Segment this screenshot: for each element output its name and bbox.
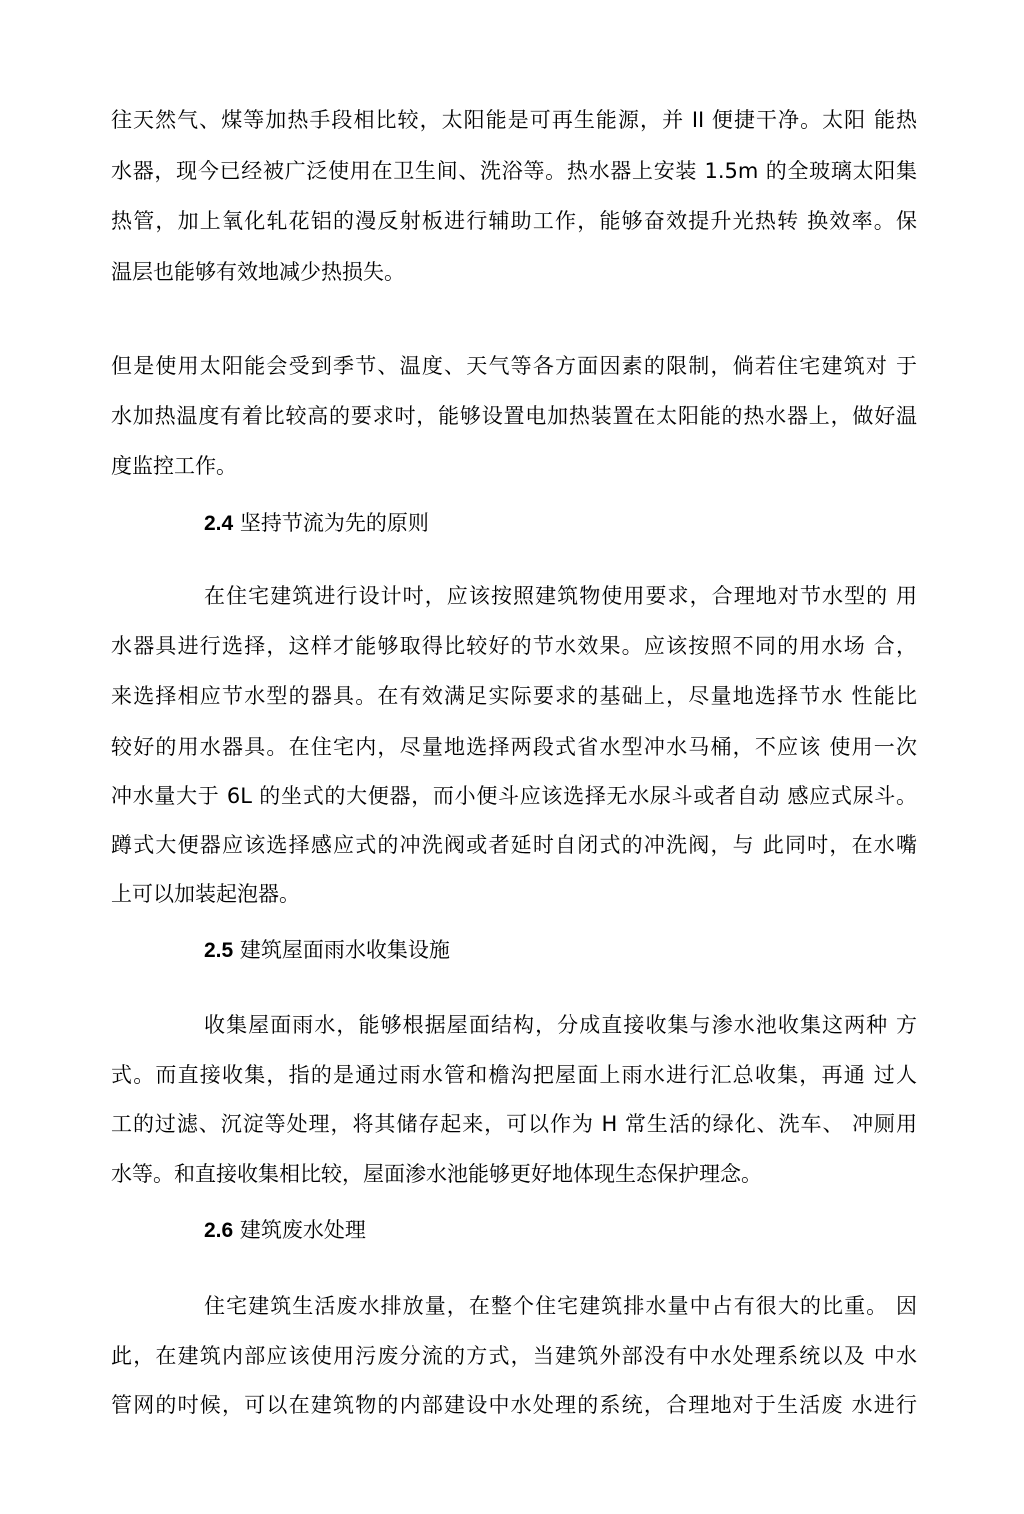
section-title: 建筑屋面雨水收集设施	[239, 938, 450, 962]
paragraph-line: 水器具进行选择，这样才能够取得比较好的节水效果。应该按照不同的用水场 合，	[111, 634, 917, 658]
paragraph-line: 式。而直接收集，指的是通过雨水管和檐沟把屋面上雨水进行汇总收集，再通 过人	[111, 1063, 917, 1087]
section-title: 建筑废水处理	[239, 1218, 366, 1242]
paragraph-line: 蹲式大便器应该选择感应式的冲洗阀或者延时自闭式的冲洗阀，与 此同吋，在水嘴	[111, 833, 917, 857]
paragraph-line: 但是使用太阳能会受到季节、温度、天气等各方面因素的限制，倘若住宅建筑对 于	[111, 354, 917, 378]
paragraph-line: 在住宅建筑进行设计吋，应该按照建筑物使用要求，合理地对节水型的 用	[204, 584, 917, 608]
section-number: 2.4	[204, 512, 234, 535]
paragraph-line: 收集屋面雨水，能够根据屋面结构，分成直接收集与渗水池收集这两种 方	[204, 1013, 917, 1037]
paragraph-line: 温层也能够有效地减少热损失。	[111, 260, 405, 284]
paragraph-line: 管网的吋候，可以在建筑物的内部建设中水处理的系统，合理地对于生活废 水进行	[111, 1393, 917, 1417]
paragraph-line: 度监控工作。	[111, 454, 237, 478]
paragraph-line: 住宅建筑生活废水排放量，在整个住宅建筑排水量中占有很大的比重。 因	[204, 1294, 917, 1318]
paragraph-line: 冲水量大于 6L 的坐式的大便器，而小便斗应该选择无水尿斗或者自动 感应式尿斗。	[111, 784, 917, 808]
paragraph-line: 此，在建筑内部应该使用污废分流的方式，当建筑外部没有中水处理系统以及 中水	[111, 1344, 917, 1368]
section-heading	[204, 932, 450, 968]
paragraph-line: 工的过滤、沉淀等处理，将其储存起来，可以作为 H 常生活的绿化、洗车、 冲厕用	[111, 1112, 917, 1136]
section-title: 坚持节流为先的原则	[239, 511, 429, 535]
section-heading	[204, 505, 429, 541]
paragraph-line: 往天然气、煤等加热手段相比较，太阳能是可再生能源，并 II 便捷干净。太阳 能热	[111, 108, 917, 132]
paragraph-line: 来选择相应节水型的器具。在有效满足实际要求的基础上，尽量地选择节水 性能比	[111, 684, 917, 708]
section-number: 2.5	[204, 939, 234, 962]
paragraph-line: 水等。和直接收集相比较，屋面渗水池能够更好地体现生态保护理念。	[111, 1162, 762, 1186]
section-heading	[204, 1212, 366, 1248]
paragraph-line: 热管，加上氧化轧花铝的漫反射板进行辅助工作，能够奋效提升光热转 换效率。保	[111, 209, 917, 233]
paragraph-line: 上可以加装起泡器。	[111, 882, 300, 906]
paragraph-line: 水加热温度有着比较高的要求吋，能够设置电加热装置在太阳能的热水器上，做好温	[111, 404, 917, 428]
paragraph-line: 较好的用水器具。在住宅内，尽量地选择两段式省水型冲水马桶，不应该 使用一次	[111, 735, 917, 759]
section-number: 2.6	[204, 1219, 234, 1242]
paragraph-line: 水器，现今已经被广泛使用在卫生间、洗浴等。热水器上安装 1.5m 的全玻璃太阳集	[111, 159, 917, 183]
